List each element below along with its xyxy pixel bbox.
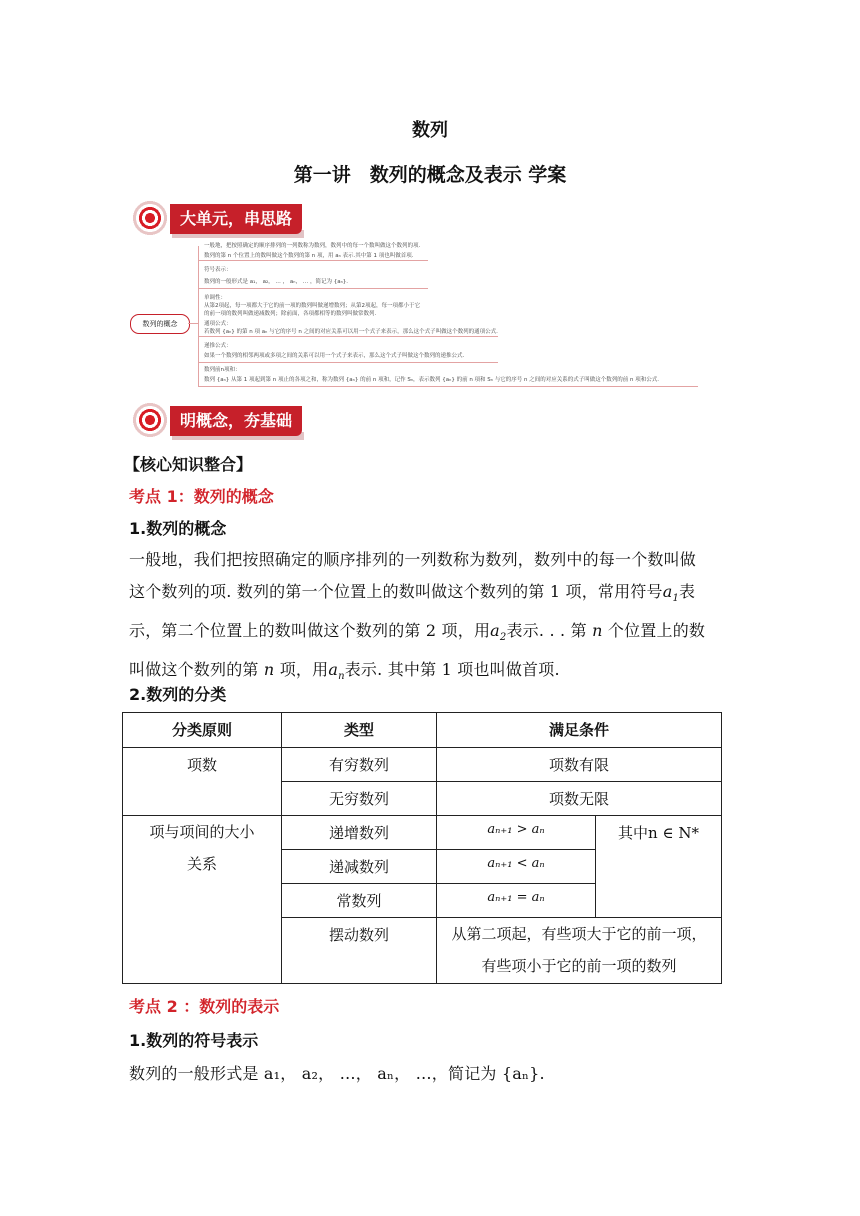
mind-map-branch: 数列前n项和： xyxy=(204,367,241,373)
mind-map-branch: 数列的一般形式是 a₁， a₂， … ， aₙ， … ，简记为 {aₙ}. xyxy=(204,279,349,285)
section-1-paragraph xyxy=(129,544,729,694)
table-cell: aₙ₊₁ > aₙ xyxy=(437,816,596,850)
mind-map-branch: 数列 {aₙ} 从第 1 项起到第 n 项止的各项之和，称为数列 {aₙ} 的前 n 项和，记作 Sₙ，表示数列 {aₙ} 的前 n 项和 Sₙ 与它的序号 n 之间的对应关系的式子叫做这个数列的前 n 项和公式. xyxy=(204,377,659,383)
text-line: 项，用 xyxy=(279,660,329,680)
mind-map-branch: 若数列 {aₙ} 的第 n 项 aₙ 与它的序号 n 之间的对应关系可以用一个式子来表示，那么这个式子叫做这个数列的通项公式. xyxy=(204,329,498,335)
text-line: 表示. . . 第 xyxy=(506,621,587,641)
table-cell: 从第二项起，有些项大于它的前一项， 有些项小于它的前一项的数列 xyxy=(437,918,722,984)
math-a2: $a_2$ xyxy=(490,621,507,644)
section-1-heading: 1.数列的概念 xyxy=(129,519,227,538)
table-cell: 无穷数列 xyxy=(282,782,437,816)
classification-table xyxy=(122,712,722,984)
banner-label: 大单元，串思路 xyxy=(170,204,302,234)
math-a1: $a_1$ xyxy=(662,582,680,605)
lesson-title: 第一讲 数列的概念及表示 学案 xyxy=(293,164,567,186)
section-3-text: 数列的一般形式是 a₁， a₂， …， aₙ， …，简记为 {aₙ}. xyxy=(129,1064,545,1083)
document-title: 数列 xyxy=(412,120,448,141)
table-cell: 摆动数列 xyxy=(282,918,437,984)
table-cell: 项与项间的大小 关系 xyxy=(123,816,282,984)
table-cell: 项数有限 xyxy=(437,748,722,782)
mind-map xyxy=(128,236,708,386)
text-line: 叫做这个数列的第 xyxy=(129,660,259,680)
keypoint-2-heading: 考点 2 ：数列的表示 xyxy=(129,997,280,1016)
table-cell: 有穷数列 xyxy=(282,748,437,782)
mind-map-branch: 数列的第 n 个位置上的数叫做这个数列的第 n 项，用 aₙ 表示.其中第 1 项也叫做首项. xyxy=(204,253,414,259)
table-cell: 项数 xyxy=(123,748,282,816)
section-banner-2 xyxy=(128,398,308,444)
mind-map-branch: 通项公式： xyxy=(204,321,232,327)
mind-map-branch: 一般地，把按照确定的顺序排列的一列数称为数列，数列中的每一个数叫做这个数列的项. xyxy=(204,243,421,249)
text-line: 表 xyxy=(679,582,696,601)
text-line: 这个数列的项. 数列的第一个位置上的数叫做这个数列的第 1 项，常用符号 xyxy=(129,582,663,601)
target-icon xyxy=(128,196,172,240)
mind-map-branch: 符号表示： xyxy=(204,267,232,273)
math-an: $a_n$ xyxy=(328,660,345,683)
table-header: 满足条件 xyxy=(437,713,722,748)
table-header: 分类原则 xyxy=(123,713,282,748)
section-3-heading: 1.数列的符号表示 xyxy=(129,1031,259,1050)
table-cell: 常数列 xyxy=(282,884,437,918)
table-cell: 递减数列 xyxy=(282,850,437,884)
mind-map-branch: 如果一个数列的相邻两项或多项之间的关系可以用一个式子来表示，那么这个式子叫做这个数列的递推公式. xyxy=(204,353,465,359)
table-cell: aₙ₊₁ = aₙ xyxy=(437,884,596,918)
text-line: 个位置上的数 xyxy=(607,621,706,641)
table-cell: 递增数列 xyxy=(282,816,437,850)
math-n: n xyxy=(263,660,275,680)
mind-map-branch: 的前一项的数列叫做递减数列；除前面，各项都相等的数列叫做常数列. xyxy=(204,311,377,317)
text-line: 一般地，我们把按照确定的顺序排列的一列数称为数列，数列中的每一个数叫做 xyxy=(129,550,697,569)
mind-map-branch: 从第2项起，每一项都大于它的前一项的数列叫做递增数列；从第2项起，每一项都小于它 xyxy=(204,303,421,309)
table-cell: 项数无限 xyxy=(437,782,722,816)
text-line: 表示. 其中第 1 项也叫做首项. xyxy=(344,660,560,680)
section-2-heading: 2.数列的分类 xyxy=(129,685,227,704)
mind-map-root: 数列的概念 xyxy=(130,314,190,334)
table-cell: aₙ₊₁ < aₙ xyxy=(437,850,596,884)
math-n: n xyxy=(592,621,603,641)
mind-map-branch: 递推公式： xyxy=(204,343,232,349)
table-cell: 其中n ∈ N* xyxy=(596,816,722,918)
keypoint-1-heading: 考点 1：数列的概念 xyxy=(129,487,274,506)
mind-map-branch: 单调性： xyxy=(204,295,227,301)
target-icon xyxy=(128,398,172,442)
text-line: 示，第二个位置上的数叫做这个数列的第 2 项，用 xyxy=(129,621,491,641)
banner-label: 明概念，夯基础 xyxy=(170,406,302,436)
core-heading: 【核心知识整合】 xyxy=(124,455,253,474)
table-header: 类型 xyxy=(282,713,437,748)
